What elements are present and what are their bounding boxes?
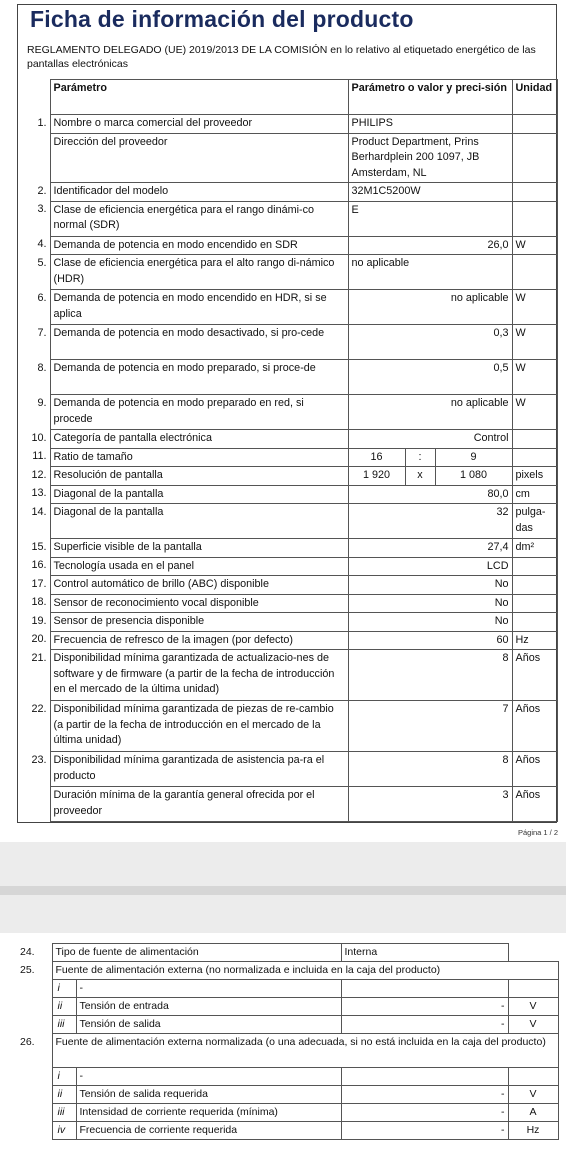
row-parameter: Sensor de presencia disponible	[50, 613, 348, 632]
row-parameter: Nombre o marca comercial del proveedor	[50, 115, 348, 134]
header-number-cell	[17, 80, 50, 115]
row-value: Product Department, Prins Berhardplein 200 1097, JB Amsterdam, NL	[348, 133, 512, 183]
row-value: no aplicable	[348, 395, 512, 430]
row-number: 20.	[31, 633, 47, 645]
table-row	[17, 115, 557, 134]
sub-number-blank	[18, 1104, 52, 1122]
sub-number-blank	[18, 998, 52, 1016]
row-number: 26.	[20, 1035, 35, 1048]
sub-index: ii	[52, 998, 76, 1016]
row-parameter: Demanda de potencia en modo encendido en SDR	[50, 236, 348, 255]
row-value: 32M1C5200W	[348, 183, 512, 202]
table-row	[17, 576, 557, 595]
product-info-table	[17, 79, 558, 822]
row-number: 1.	[37, 116, 47, 129]
row-value: 60	[348, 631, 512, 650]
table-row	[17, 201, 557, 236]
row-unit: dm²	[512, 539, 557, 558]
row-value: 8	[348, 650, 512, 701]
row-parameter: Disponibilidad mínima garantizada de asistencia pa-ra el producto	[50, 752, 348, 787]
sub-unit: V	[508, 1086, 558, 1104]
row-number: 2.	[37, 184, 47, 197]
row-value: 32	[348, 504, 512, 539]
row-unit: Hz	[512, 631, 557, 650]
table-row	[17, 467, 557, 486]
row-value: 26,0	[348, 236, 512, 255]
row-unit: Años	[512, 752, 557, 787]
header-value: Parámetro o valor y preci-sión	[348, 80, 512, 115]
sub-parameter: -	[76, 1068, 341, 1086]
row-parameter: Diagonal de la pantalla	[50, 504, 348, 539]
sub-value: -	[341, 998, 508, 1016]
sub-value	[341, 980, 508, 998]
row-unit	[512, 115, 557, 134]
row-value: No	[348, 576, 512, 595]
row-unit: Años	[512, 650, 557, 701]
table-row	[17, 631, 557, 650]
row-parameter: Fuente de alimentación externa normalizada (o una adecuada, si no está incluida en la caja del producto)	[52, 1034, 558, 1068]
row-parameter: Resolución de pantalla	[50, 467, 348, 486]
row-number: 23.	[31, 753, 47, 766]
header-parameter: Parámetro	[50, 80, 348, 115]
sub-value: -	[341, 1122, 508, 1140]
sub-index: ii	[52, 1086, 76, 1104]
table-row	[17, 290, 557, 325]
table-row	[18, 1104, 558, 1122]
row-unit	[512, 255, 557, 290]
sub-index: i	[52, 980, 76, 998]
row-parameter: Clase de eficiencia energética para el alto rango di-námico (HDR)	[50, 255, 348, 290]
row-unit	[512, 183, 557, 202]
row-unit: pixels	[512, 467, 557, 486]
table-row	[18, 1086, 558, 1104]
sub-index: iv	[52, 1122, 76, 1140]
row-value: no aplicable	[348, 255, 512, 290]
row-number: 16.	[31, 559, 47, 571]
sub-number-blank	[18, 1086, 52, 1104]
row-number: 18.	[31, 596, 47, 608]
row-parameter: Frecuencia de refresco de la imagen (por defecto)	[50, 631, 348, 650]
row-number: 24.	[20, 945, 35, 958]
row-unit	[512, 133, 557, 183]
row-parameter: Diagonal de la pantalla	[50, 485, 348, 504]
row-number: 12.	[31, 468, 47, 481]
table-row	[17, 133, 557, 183]
table-row	[17, 650, 557, 701]
row-number: 25.	[20, 963, 35, 976]
table-row	[18, 1122, 558, 1140]
row-unit: W	[512, 325, 557, 360]
row-number: 6.	[37, 291, 47, 304]
sub-unit: Hz	[508, 1122, 558, 1140]
row-value: no aplicable	[348, 290, 512, 325]
table-row	[18, 962, 558, 980]
table-row	[18, 944, 558, 962]
table-row	[18, 1016, 558, 1034]
row-unit: W	[512, 395, 557, 430]
row-number	[17, 133, 50, 183]
row-value: 3	[348, 787, 512, 822]
sub-value	[341, 1068, 508, 1086]
row-value-separator: x	[405, 467, 435, 486]
regulation-text: REGLAMENTO DELEGADO (UE) 2019/2013 DE LA COMISIÓN en lo relativo al etiquetado energético de las pantallas electrónicas	[27, 44, 536, 70]
row-number: 19.	[31, 614, 47, 627]
row-parameter: Duración mínima de la garantía general ofrecida por el proveedor	[50, 787, 348, 822]
sub-parameter: Intensidad de corriente requerida (mínima)	[76, 1104, 341, 1122]
row-parameter: Control automático de brillo (ABC) disponible	[50, 576, 348, 595]
row-unit	[512, 201, 557, 236]
table-row	[17, 255, 557, 290]
row-parameter: Demanda de potencia en modo preparado, si proce-de	[50, 360, 348, 395]
row-parameter: Sensor de reconocimiento vocal disponible	[50, 594, 348, 613]
sub-unit	[508, 980, 558, 998]
table-row	[17, 430, 557, 449]
row-value-b: 1 080	[435, 467, 512, 486]
row-unit: W	[512, 236, 557, 255]
row-parameter: Demanda de potencia en modo encendido en HDR, si se aplica	[50, 290, 348, 325]
row-value: LCD	[348, 557, 512, 576]
row-parameter: Disponibilidad mínima garantizada de piezas de re-cambio (a partir de la fecha de introducción en el mercado de la última unidad)	[50, 701, 348, 752]
row-value-a: 1 920	[348, 467, 405, 486]
header-unit: Unidad	[512, 80, 557, 115]
sub-unit: A	[508, 1104, 558, 1122]
sub-index: iii	[52, 1104, 76, 1122]
table-row	[17, 539, 557, 558]
row-number: 3.	[37, 203, 47, 215]
row-parameter: Disponibilidad mínima garantizada de actualizacio-nes de software y de firmware (a partir de la fecha de introducción en el mercado de la última unidad)	[50, 650, 348, 701]
row-number: 11.	[32, 450, 47, 462]
empty-cell	[508, 944, 558, 962]
row-value: 7	[348, 701, 512, 752]
row-value: 0,3	[348, 325, 512, 360]
row-parameter: Fuente de alimentación externa (no normalizada e incluida en la caja del producto)	[52, 962, 558, 980]
row-number: 13.	[31, 487, 47, 499]
table-row	[17, 485, 557, 504]
row-unit	[512, 613, 557, 632]
row-parameter: Demanda de potencia en modo desactivado, si pro-cede	[50, 325, 348, 360]
row-value: No	[348, 594, 512, 613]
row-number: 4.	[37, 238, 47, 250]
sub-number-blank	[18, 1068, 52, 1086]
row-unit	[512, 576, 557, 595]
sub-number-blank	[18, 980, 52, 998]
row-value: 0,5	[348, 360, 512, 395]
table-row	[17, 557, 557, 576]
table-row	[18, 1068, 558, 1086]
row-value: 8	[348, 752, 512, 787]
power-supply-table	[18, 943, 559, 1140]
sub-value: -	[341, 1104, 508, 1122]
table-row	[17, 613, 557, 632]
sub-index: iii	[52, 1016, 76, 1034]
row-value: Interna	[341, 944, 508, 962]
table-row	[17, 594, 557, 613]
table-row	[17, 325, 557, 360]
row-number: 14.	[31, 505, 47, 518]
sub-value: -	[341, 1016, 508, 1034]
row-value: No	[348, 613, 512, 632]
document-title: Ficha de información del producto	[30, 6, 414, 32]
table-row	[17, 236, 557, 255]
row-value: E	[348, 201, 512, 236]
sub-parameter: Tensión de salida	[76, 1016, 341, 1034]
row-value-separator: :	[405, 448, 435, 467]
row-value: 27,4	[348, 539, 512, 558]
row-number: 9.	[37, 396, 47, 409]
row-unit	[512, 430, 557, 449]
sub-unit	[508, 1068, 558, 1086]
row-parameter: Dirección del proveedor	[50, 133, 348, 183]
sub-parameter: Tensión de salida requerida	[76, 1086, 341, 1104]
row-number: 21.	[31, 651, 47, 664]
row-number	[17, 787, 50, 822]
table-row	[17, 752, 557, 787]
row-number: 7.	[37, 326, 47, 339]
page-separator	[0, 842, 566, 933]
row-number: 22.	[31, 702, 47, 715]
table-row	[18, 1034, 558, 1068]
row-parameter: Ratio de tamaño	[50, 448, 348, 467]
row-unit	[512, 448, 557, 467]
table-header-row	[17, 80, 557, 115]
page-number: Página 1 / 2	[517, 828, 558, 837]
row-number: 5.	[37, 256, 47, 269]
row-unit: Años	[512, 787, 557, 822]
sub-parameter: Tensión de entrada	[76, 998, 341, 1016]
sub-unit: V	[508, 998, 558, 1016]
row-value: PHILIPS	[348, 115, 512, 134]
row-value: 80,0	[348, 485, 512, 504]
table-row	[17, 701, 557, 752]
row-number: 8.	[37, 361, 47, 374]
table-row	[17, 395, 557, 430]
row-number: 15.	[31, 540, 47, 553]
sub-value: -	[341, 1086, 508, 1104]
row-value-a: 16	[348, 448, 405, 467]
sub-unit: V	[508, 1016, 558, 1034]
row-value: Control	[348, 430, 512, 449]
row-unit	[512, 594, 557, 613]
row-number: 10.	[31, 431, 47, 444]
row-parameter: Categoría de pantalla electrónica	[50, 430, 348, 449]
sub-number-blank	[18, 1016, 52, 1034]
row-unit: cm	[512, 485, 557, 504]
table-row	[18, 980, 558, 998]
table-row	[17, 787, 557, 822]
sub-index: i	[52, 1068, 76, 1086]
row-unit: W	[512, 290, 557, 325]
table-row	[17, 360, 557, 395]
row-parameter: Superficie visible de la pantalla	[50, 539, 348, 558]
sub-parameter: Frecuencia de corriente requerida	[76, 1122, 341, 1140]
row-number: 17.	[31, 577, 47, 590]
table-row	[17, 183, 557, 202]
row-unit: Años	[512, 701, 557, 752]
row-parameter: Tecnología usada en el panel	[50, 557, 348, 576]
table-row	[17, 448, 557, 467]
sub-parameter: -	[76, 980, 341, 998]
row-value-b: 9	[435, 448, 512, 467]
row-parameter: Identificador del modelo	[50, 183, 348, 202]
table-row	[17, 504, 557, 539]
row-parameter: Demanda de potencia en modo preparado en red, si procede	[50, 395, 348, 430]
row-parameter: Tipo de fuente de alimentación	[52, 944, 341, 962]
row-parameter: Clase de eficiencia energética para el rango dinámi-co normal (SDR)	[50, 201, 348, 236]
row-unit	[512, 557, 557, 576]
page-2	[0, 933, 566, 1163]
row-unit: W	[512, 360, 557, 395]
sub-number-blank	[18, 1122, 52, 1140]
row-unit: pulga-das	[512, 504, 557, 539]
table-row	[18, 998, 558, 1016]
